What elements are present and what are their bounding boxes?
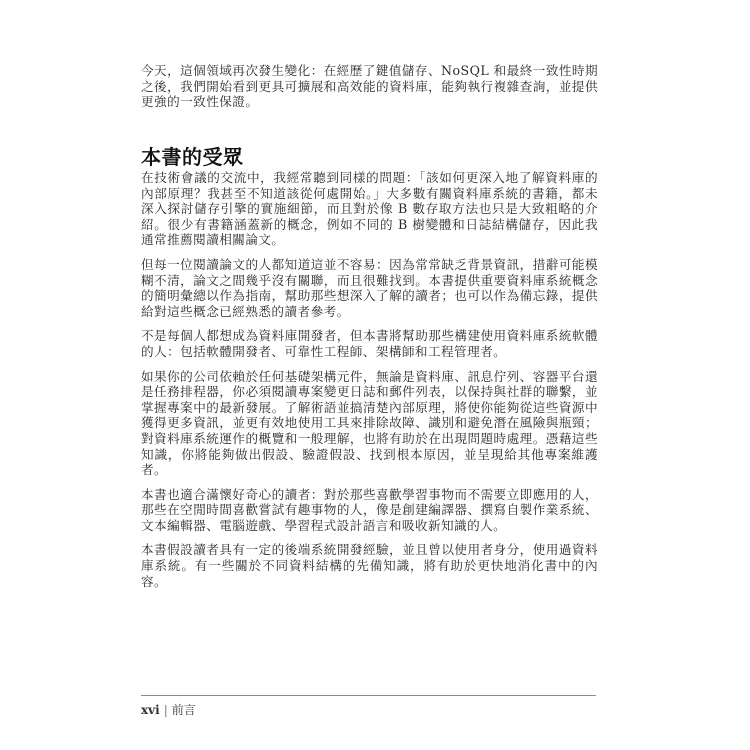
page-footer [141,701,196,718]
paragraph: 在技術會議的交流中，我經常聽到同樣的問題：「該如何更深入地了解資料庫的內部原理？我甚至不知道該從何處開始。」大多數有關資料庫系統的書籍，都未深入探討儲存引擎的實施細節，而且對於像 B 數存取方法也只是大致粗略的介紹。很少有書籍涵蓋新的概念，例如不同的 B 樹變體和日誌結構儲存，因此我通常推薦閱讀相關論文。 [141,170,598,248]
footer-separator: | [163,703,168,717]
section-body [141,170,598,598]
paragraph: 如果你的公司依賴於任何基礎架構元件，無論是資料庫、訊息佇列、容器平台還是任務排程器，你必須閱讀專案變更日誌和郵件列表，以保持與社群的聯繫，並掌握專案中的最新發展。了解術語並搞清楚內部原理，將使你能夠從這些資源中獲得更多資訊，並更有效地使用工具來排除故障、識別和避免潛在風險與瓶頸；對資料庫系統運作的概覽和一般理解，也將有助於在出現問題時處理。憑藉這些知識，你將能夠做出假設、驗證假設、找到根本原因，並呈現給其他專案維護者。 [141,368,598,478]
paragraph: 本書假設讀者具有一定的後端系統開發經驗，並且曾以使用者身分，使用過資料庫系統。有一些關於不同資料結構的先備知識，將有助於更快地消化書中的內容。 [141,542,598,589]
footer-rule [141,695,596,696]
page-number: xvi [141,703,160,717]
paragraph: 但每一位閱讀論文的人都知道這並不容易：因為常常缺乏背景資訊，措辭可能模糊不清，論文之間幾乎沒有關聯，而且很難找到。本書提供重要資料庫系統概念的簡明彙總以作為指南，幫助那些想深入了解的讀者；也可以作為備忘錄，提供給對這些概念已經熟悉的讀者參考。 [141,256,598,319]
paragraph: 本書也適合滿懷好奇心的讀者：對於那些喜歡學習事物而不需要立即應用的人，那些在空閒時間喜歡嘗試有趣事物的人，像是創建編譯器、撰寫自製作業系統、文本編輯器、電腦遊戲、學習程式設計語言和吸收新知識的人。 [141,486,598,533]
paragraph: 不是每個人都想成為資料庫開發者，但本書將幫助那些構建使用資料庫系統軟體的人：包括軟體開發者、可靠性工程師、架構師和工程管理者。 [141,328,598,359]
intro-paragraph: 今天，這個領域再次發生變化：在經歷了鍵值儲存、NoSQL 和最終一致性時期之後，我們開始看到更具可擴展和高效能的資料庫，能夠執行複雜查詢，並提供更強的一致性保證。 [141,63,598,110]
page-body [141,63,598,589]
section-heading: 本書的受眾 [141,145,244,169]
chapter-title: 前言 [171,703,196,717]
